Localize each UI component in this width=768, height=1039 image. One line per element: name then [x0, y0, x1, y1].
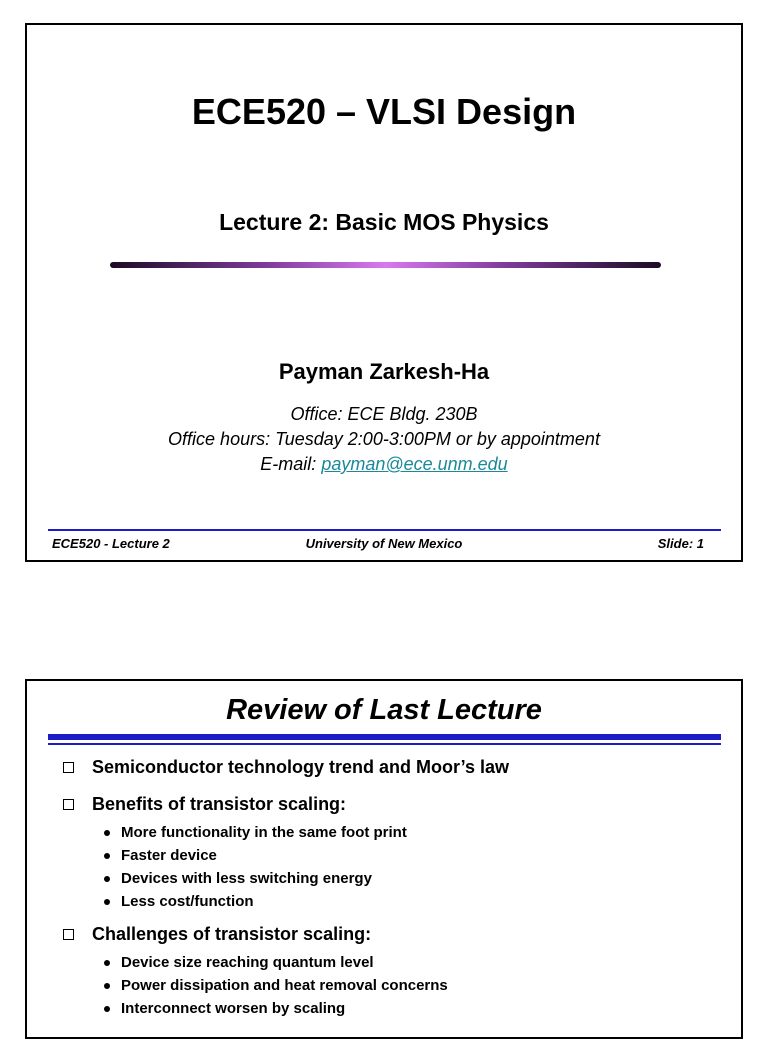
sub-bullet-item: [104, 870, 372, 887]
bullet-dot-icon: [104, 983, 110, 989]
email-label: E-mail:: [260, 454, 322, 474]
bullet-text: Semiconductor technology trend and Moor’s law: [92, 757, 510, 777]
slide-title: ECE520 – VLSI Design: [191, 91, 577, 132]
sub-bullet-item: [104, 1000, 345, 1017]
sub-bullet-item: [104, 847, 217, 864]
bullet-item: [63, 794, 346, 815]
checkbox-square-icon: [63, 762, 74, 773]
footer-slide-number: Slide: 1: [657, 536, 704, 551]
bullet-dot-icon: [104, 1006, 110, 1012]
sub-bullet-item: [104, 893, 254, 910]
email-line: [27, 454, 741, 475]
bullet-text: Benefits of transistor scaling:: [92, 794, 347, 814]
checkbox-square-icon: [63, 799, 74, 810]
footer-rule: [48, 529, 721, 531]
bullet-dot-icon: [104, 960, 110, 966]
decorative-divider-bar: [110, 262, 661, 268]
office-location: Office: ECE Bldg. 230B: [290, 404, 478, 424]
bullet-dot-icon: [104, 853, 110, 859]
bullet-dot-icon: [104, 830, 110, 836]
footer-university: University of New Mexico: [305, 536, 463, 551]
title-rule-thick: [48, 734, 721, 740]
sub-bullet-text: Device size reaching quantum level: [121, 954, 374, 971]
review-slide: [25, 679, 743, 1039]
review-title: Review of Last Lecture: [226, 694, 542, 726]
footer-course: ECE520 - Lecture 2: [52, 536, 170, 551]
bullet-text: Challenges of transistor scaling:: [92, 924, 372, 944]
sub-bullet-item: [104, 824, 407, 841]
sub-bullet-text: Less cost/function: [121, 893, 254, 910]
sub-bullet-text: Power dissipation and heat removal concerns: [121, 977, 448, 994]
author-name: Payman Zarkesh-Ha: [278, 359, 490, 384]
sub-bullet-item: [104, 954, 374, 971]
email-link[interactable]: payman@ece.unm.edu: [321, 454, 508, 474]
checkbox-square-icon: [63, 929, 74, 940]
title-rule-thin: [48, 743, 721, 745]
bullet-dot-icon: [104, 899, 110, 905]
sub-bullet-item: [104, 977, 448, 994]
office-hours: Office hours: Tuesday 2:00-3:00PM or by appointment: [168, 429, 600, 449]
title-slide: [25, 23, 743, 562]
sub-bullet-text: More functionality in the same foot print: [121, 824, 407, 841]
sub-bullet-text: Faster device: [121, 847, 217, 864]
bullet-item: [63, 757, 509, 778]
sub-bullet-text: Devices with less switching energy: [121, 870, 372, 887]
bullet-item: [63, 924, 371, 945]
bullet-dot-icon: [104, 876, 110, 882]
lecture-subtitle: Lecture 2: Basic MOS Physics: [219, 209, 549, 235]
sub-bullet-text: Interconnect worsen by scaling: [121, 1000, 346, 1017]
